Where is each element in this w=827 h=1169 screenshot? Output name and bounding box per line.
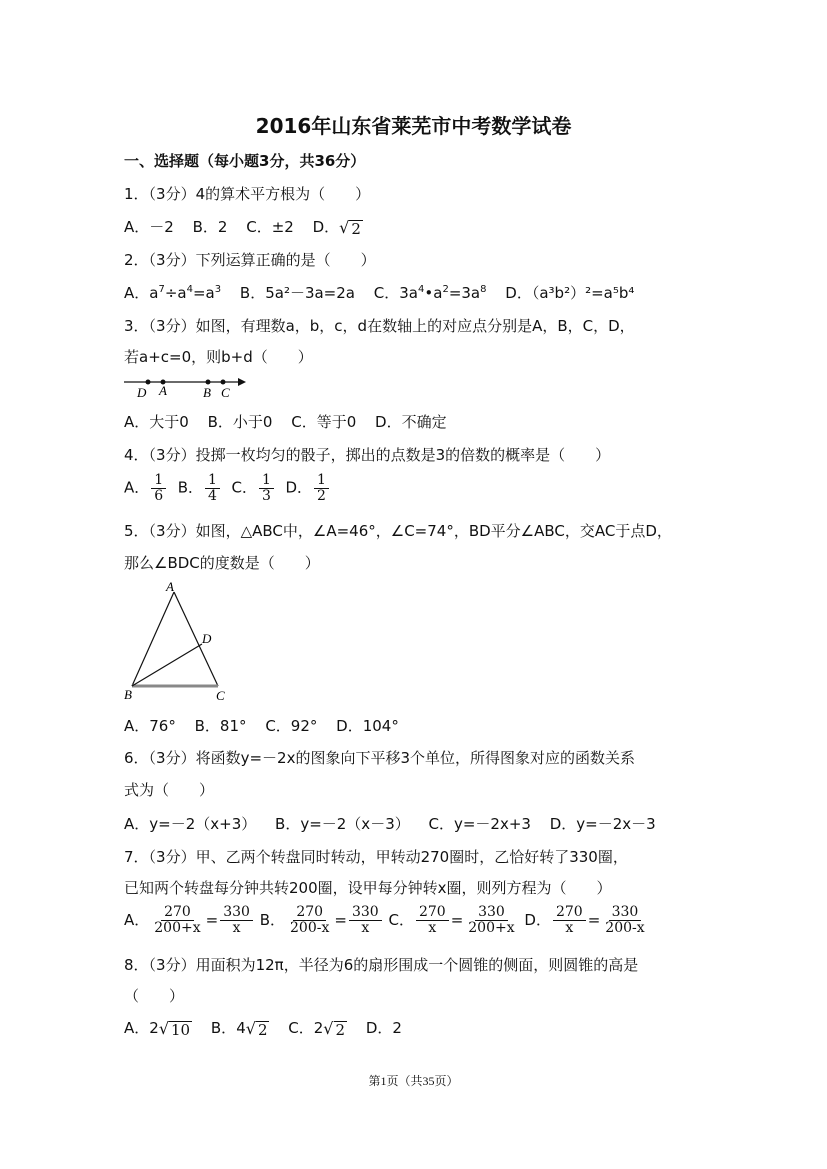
tri-label-c: C xyxy=(216,688,225,703)
label-d: D xyxy=(137,385,147,400)
q7-stem2: 已知两个转盘每分钟共转200圈，设甲每分钟转x圈，则列方程为（ ） xyxy=(124,879,612,897)
q1-opt-a: A．－2 xyxy=(124,218,174,236)
q4-stem: 4．（3分）投掷一枚均匀的骰子，掷出的点数是3的倍数的概率是（ ） xyxy=(124,446,611,464)
q7-opt-a: A． $\frac{270}{200+x}$ = $\frac{330}{x}$ xyxy=(124,911,255,929)
q8-stem2: （ ） xyxy=(124,987,185,1005)
q7-stem: 7．（3分）甲、乙两个转盘同时转动，甲转动270圈时，乙恰好转了330圈， xyxy=(124,848,628,866)
q5-opt-d: D．104° xyxy=(336,717,399,735)
q6-opt-c: C．y=－2x+3 xyxy=(428,815,531,833)
q3-opt-d: D．不确定 xyxy=(375,413,447,431)
q1-opt-d: D． xyxy=(312,218,340,236)
page-title: 2016年山东省莱芜市中考数学试卷 xyxy=(255,114,572,138)
q2-opt-d: D．（a³b²）²=a⁵b⁴ xyxy=(505,284,635,302)
q8-opt-c: C．2 √ 2 xyxy=(288,1019,346,1039)
q1-options xyxy=(124,216,363,237)
q6-stem2: 式为（ ） xyxy=(124,781,215,799)
point-d xyxy=(146,380,151,385)
q2-opt-c: C．$3a^4•a^2=3a^8$ xyxy=(373,284,487,302)
tri-label-a: A xyxy=(166,580,174,594)
q3-stem2: 若a+c=0，则b+d（ ） xyxy=(124,348,313,366)
q5-opt-a: A．76° xyxy=(124,717,176,735)
q3-opt-b: B．小于0 xyxy=(207,413,273,431)
tri-label-b: B xyxy=(124,687,132,702)
q5-stem2: 那么∠BDC的度数是（ ） xyxy=(124,554,320,572)
tri-label-d: D xyxy=(202,631,212,646)
q8-options xyxy=(124,1017,402,1038)
label-b: B xyxy=(203,385,211,400)
label-c: C xyxy=(221,385,230,400)
q5-opt-c: C．92° xyxy=(265,717,318,735)
q8-stem: 8．（3分）用面积为12π，半径为6的扇形围成一个圆锥的侧面，则圆锥的高是 xyxy=(124,956,639,974)
q8-opt-d: D．2 xyxy=(365,1019,402,1037)
q6-opt-b: B．y=－2（x－3） xyxy=(275,815,410,833)
page-footer: 第1页（共35页） xyxy=(368,1074,459,1088)
point-c xyxy=(221,380,226,385)
label-a: A xyxy=(159,383,167,398)
q6-stem: 6．（3分）将函数y=－2x的图象向下平移3个单位，所得图象对应的函数关系 xyxy=(124,749,635,767)
q8-opt-b: B．4 √ 2 xyxy=(210,1019,268,1039)
q7-opt-d: D． $\frac{270}{x}$ = $\frac{330}{200-x}$ xyxy=(524,904,645,936)
section-heading: 一、选择题（每小题3分，共36分） xyxy=(124,152,366,170)
q2-opt-b: B．5a²－3a=2a xyxy=(239,284,355,302)
triangle-figure xyxy=(122,580,232,705)
point-b xyxy=(206,380,211,385)
q6-options xyxy=(124,813,656,834)
q4-opt-d-frac: $\frac{1}{2}$ xyxy=(314,473,329,503)
q2-stem: 2．（3分）下列运算正确的是（ ） xyxy=(124,251,376,269)
q5-options xyxy=(124,715,399,736)
q6-opt-d: D．y=－2x－3 xyxy=(549,815,656,833)
q7-options xyxy=(124,905,650,935)
q7-opt-b: B． $\frac{270}{200-x}$ = $\frac{330}{x}$ xyxy=(260,911,384,929)
q4-opt-c-frac: $\frac{1}{3}$ xyxy=(259,473,274,503)
q3-opt-a: A．大于0 xyxy=(124,413,189,431)
q1-opt-c: C．±2 xyxy=(246,218,294,236)
q2-opt-a: A．$a^7\div a^4=a^3$ xyxy=(124,284,222,302)
q5-stem: 5．（3分）如图，△ABC中，∠A=46°，∠C=74°，BD平分∠ABC，交AC于点D， xyxy=(124,522,672,540)
q4-opt-b-frac: $\frac{1}{4}$ xyxy=(205,473,220,503)
q1-opt-b: B．2 xyxy=(192,218,228,236)
number-line-figure xyxy=(122,372,252,400)
q5-opt-b: B．81° xyxy=(194,717,247,735)
q7-opt-c: C． $\frac{270}{x}$ = $\frac{330}{200+x}$ xyxy=(388,904,515,936)
q3-opt-c: C．等于0 xyxy=(291,413,357,431)
q1-opt-d-sqrt: √ 2 xyxy=(339,218,361,238)
q1-stem: 1．（3分）4的算术平方根为（ ） xyxy=(124,185,371,203)
q3-stem: 3．（3分）如图，有理数a，b，c，d在数轴上的对应点分别是A，B，C，D， xyxy=(124,317,635,335)
q2-options xyxy=(124,282,634,303)
q4-opt-a-frac: $\frac{1}{6}$ xyxy=(151,473,166,503)
q3-options xyxy=(124,411,447,432)
q8-opt-a: A．2 √ 10 xyxy=(124,1019,191,1039)
q6-opt-a: A．y=－2（x+3） xyxy=(124,815,257,833)
q4-options: A． $\frac{1}{6}$ B． $\frac{1}{4}$ C． $\frac{1}{3}$ D． $\frac{1}{2}$ xyxy=(124,473,331,503)
